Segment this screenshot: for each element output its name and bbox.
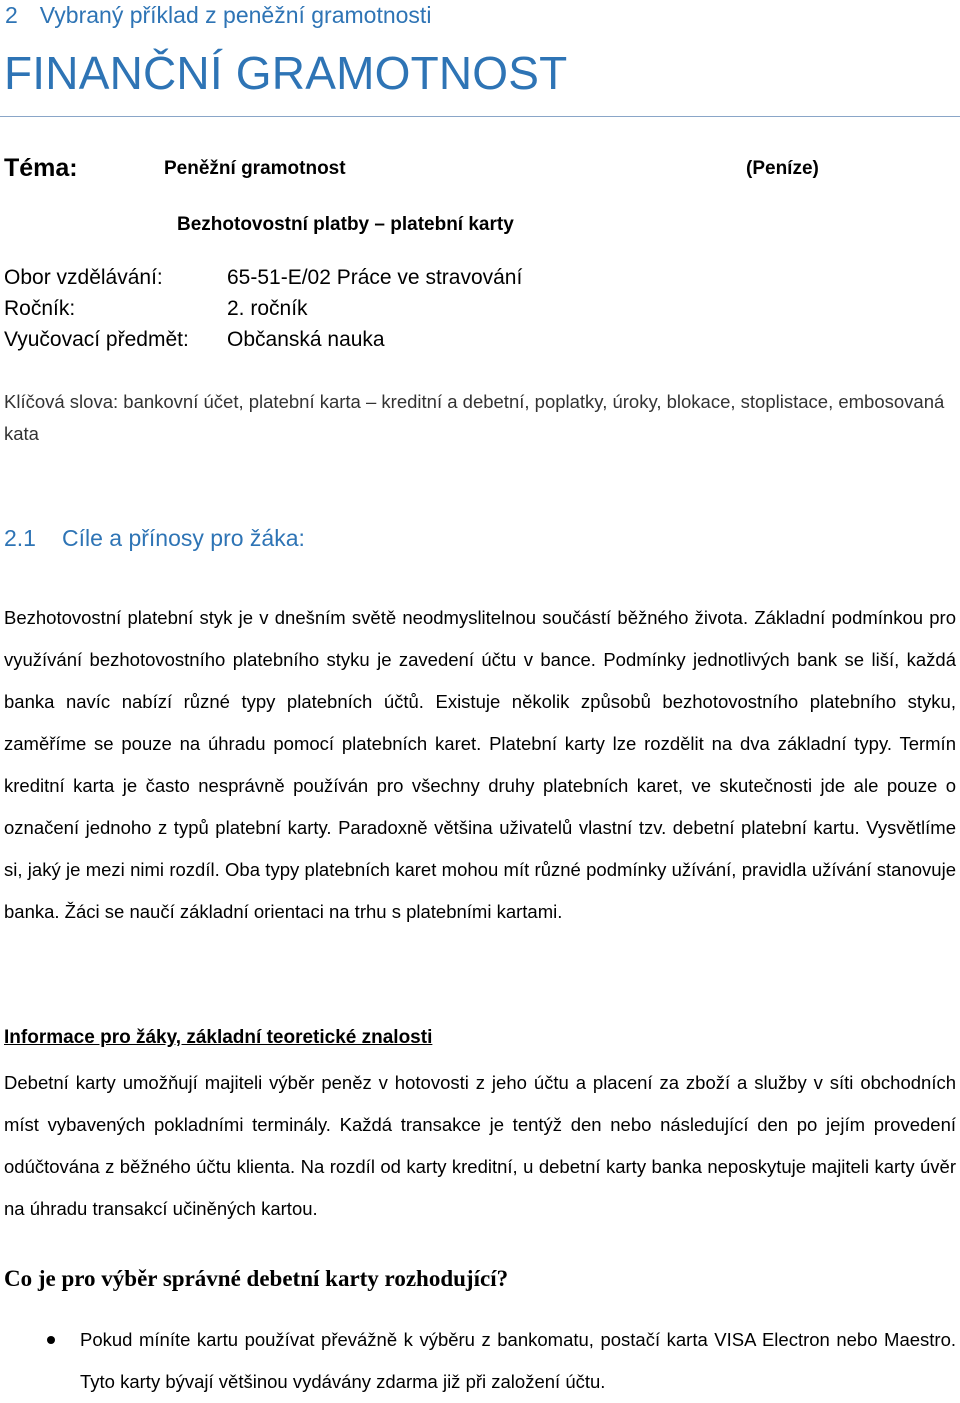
topic-label: Téma: xyxy=(4,154,78,182)
info-paragraph: Debetní karty umožňují majiteli výběr peněz v hotovosti z jeho účtu a placení za zboží a služby v síti obchodních míst vybavených pokladními terminály. Každá transakce je tentýž den nebo následující den po jejím provedení odúčtována z běžného účtu klienta. Na rozdíl od karty kreditní, u debetní karty banka neposkytuje majiteli karty úvěr na úhradu transakcí učiněných kartou. xyxy=(4,1072,956,1219)
section-title: Vybraný příklad z peněžní gramotnosti xyxy=(39,2,432,28)
field-value-predmet: Občanská nauka xyxy=(227,328,385,351)
section-number: 2 xyxy=(5,2,18,28)
subsection-title: Cíle a přínosy pro žáka: xyxy=(61,525,305,551)
field-label-obor: Obor vzdělávání: xyxy=(4,266,163,289)
page-title: FINANČNÍ GRAMOTNOST xyxy=(4,47,568,99)
bullet-item: Pokud míníte kartu používat převážně k výběru z bankomatu, postačí karta VISA Electron nebo Maestro. Tyto karty bývají většinou vydávány zdarma již při založení účtu. xyxy=(80,1329,956,1392)
bullet-dot xyxy=(47,1336,55,1344)
keywords: Klíčová slova: bankovní účet, platební karta – kreditní a debetní, poplatky, úroky, blokace, stoplistace, embosovaná kata xyxy=(4,391,945,444)
field-value-rocnik: 2. ročník xyxy=(227,297,308,320)
subsection-heading xyxy=(4,525,305,552)
title-underline xyxy=(0,116,960,117)
info-heading: Informace pro žáky, základní teoretické znalosti xyxy=(4,1027,433,1048)
field-label-rocnik: Ročník: xyxy=(4,297,76,320)
subsection-number: 2.1 xyxy=(4,525,36,551)
intro-paragraph: Bezhotovostní platební styk je v dnešním světě neodmyslitelnou součástí běžného života. Základní podmínkou pro využívání bezhotovostního platebního styku je zavedení účtu v bance. Podmínky jednotlivých bank se liší, každá banka navíc nabízí různé typy platebních účtů. Existuje několik způsobů bezhotovostního platebního styku, zaměříme se pouze na úhradu pomocí platebních karet. Platební karty lze rozdělit na dva základní typy. Termín kreditní karta je často nesprávně používán pro všechny druhy platebních karet, ve skutečnosti jde ale pouze o označení jednoho z typů platební karty. Paradoxně většina uživatelů vlastní tzv. debetní platební kartu. Vysvětlíme si, jaký je mezi nimi rozdíl. Oba typy platebních karet mohou mít různé podmínky užívání, pravidla užívání stanovuje banka. Žáci se naučí základní orientaci na trhu s platebními kartami. xyxy=(4,607,956,922)
topic-value: Peněžní gramotnost xyxy=(164,158,346,179)
section-heading xyxy=(5,2,431,29)
field-value-obor: 65-51-E/02 Práce ve stravování xyxy=(227,266,523,289)
field-label-predmet: Vyučovací předmět: xyxy=(4,328,189,351)
topic-paren: (Peníze) xyxy=(746,158,819,179)
question-heading: Co je pro výběr správné debetní karty rozhodující? xyxy=(4,1266,509,1291)
subtopic: Bezhotovostní platby – platební karty xyxy=(177,214,514,235)
